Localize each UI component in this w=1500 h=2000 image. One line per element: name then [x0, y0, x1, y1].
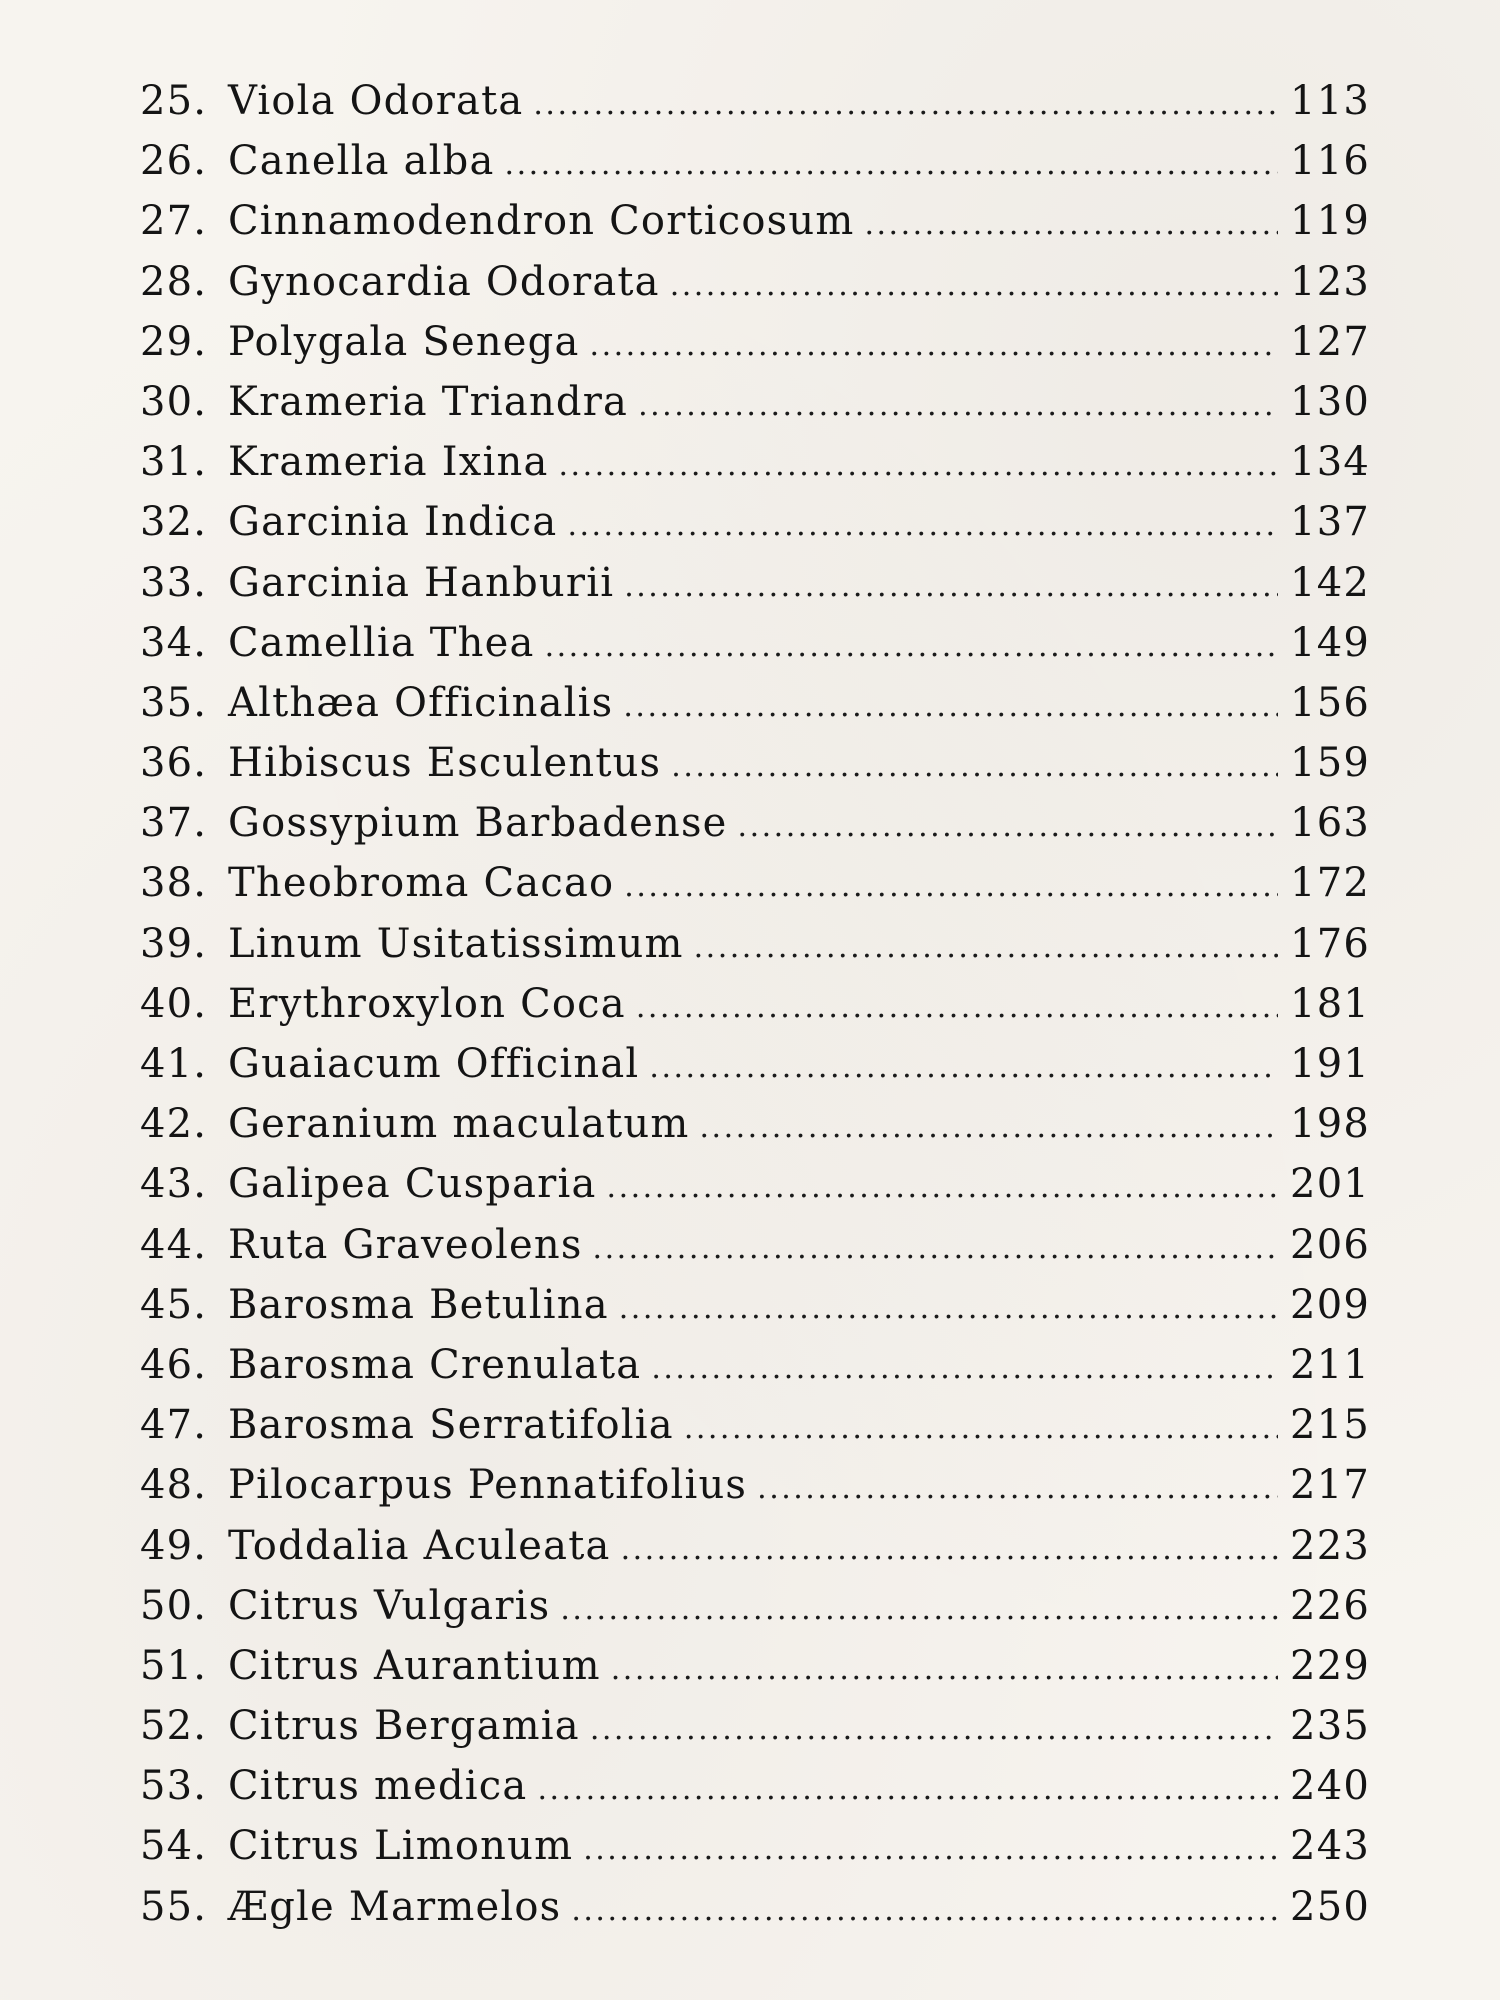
dot-leader: [651, 1351, 1278, 1386]
toc-entry: [140, 1101, 1370, 1161]
entry-title: Erythroxylon Coca: [228, 980, 626, 1027]
entry-title: Citrus Limonum: [228, 1823, 574, 1870]
dot-leader: [619, 1291, 1278, 1326]
entry-page-number: 217: [1290, 1462, 1370, 1509]
toc-entry: [140, 1823, 1370, 1883]
entry-number: 44.: [140, 1221, 208, 1268]
toc-entry: [140, 78, 1370, 138]
toc-entry: [140, 1523, 1370, 1583]
toc-entry: [140, 680, 1370, 740]
entry-page-number: 130: [1290, 378, 1370, 425]
dot-leader: [636, 990, 1278, 1025]
entry-number: 45.: [140, 1281, 208, 1328]
toc-entry: [140, 499, 1370, 559]
toc-entry: [140, 860, 1370, 920]
toc-entry: [140, 319, 1370, 379]
entry-page-number: 191: [1290, 1041, 1370, 1087]
entry-page-number: 134: [1290, 439, 1370, 486]
toc-entry: [140, 1342, 1370, 1402]
entry-page-number: 223: [1290, 1522, 1370, 1569]
entry-page-number: 159: [1290, 740, 1370, 787]
entry-number: 31.: [140, 439, 208, 486]
dot-leader: [624, 869, 1278, 904]
toc-entry: [140, 138, 1370, 198]
entry-number: 43.: [140, 1161, 208, 1208]
entry-title: Citrus Bergamia: [228, 1703, 580, 1750]
entry-page-number: 243: [1290, 1823, 1370, 1870]
dot-leader: [671, 749, 1278, 784]
entry-page-number: 172: [1290, 860, 1370, 907]
toc-entry: [140, 981, 1370, 1041]
dot-leader: [611, 1652, 1278, 1687]
entry-title: Althæa Officinalis: [228, 679, 614, 726]
entry-title: Gossypium Barbadense: [228, 800, 728, 847]
entry-title: Ruta Graveolens: [228, 1221, 583, 1268]
entry-page-number: 250: [1290, 1883, 1370, 1930]
entry-title: Camellia Thea: [228, 619, 535, 666]
dot-leader: [590, 328, 1278, 363]
dot-leader: [559, 448, 1279, 483]
toc-entry: [140, 1041, 1370, 1101]
dot-leader: [583, 1832, 1278, 1867]
entry-number: 29.: [140, 318, 208, 365]
toc-entry: [140, 560, 1370, 620]
entry-page-number: 211: [1290, 1341, 1370, 1388]
entry-title: Garcinia Indica: [228, 499, 558, 546]
dot-leader: [533, 87, 1278, 122]
entry-page-number: 181: [1290, 980, 1370, 1027]
entry-page-number: 149: [1290, 619, 1370, 666]
entry-page-number: 116: [1290, 138, 1370, 185]
entry-title: Theobroma Cacao: [228, 860, 615, 907]
entry-title: Garcinia Hanburii: [228, 559, 615, 606]
dot-leader: [757, 1471, 1278, 1506]
entry-title: Geranium maculatum: [228, 1101, 690, 1148]
entry-number: 53.: [140, 1763, 208, 1810]
entry-title: Citrus Aurantium: [228, 1642, 601, 1689]
entry-title: Polygala Senega: [228, 318, 580, 365]
dot-leader: [649, 1050, 1278, 1085]
toc-entry: [140, 1884, 1370, 1944]
dot-leader: [607, 1170, 1278, 1205]
entry-page-number: 137: [1290, 499, 1370, 546]
dot-leader: [537, 1772, 1278, 1807]
dot-leader: [864, 207, 1278, 242]
dot-leader: [593, 1231, 1278, 1266]
entry-page-number: 201: [1290, 1161, 1370, 1208]
dot-leader: [624, 569, 1278, 604]
entry-number: 35.: [140, 679, 208, 726]
entry-title: Citrus Vulgaris: [228, 1582, 551, 1629]
dot-leader: [545, 629, 1278, 664]
toc-entry: [140, 800, 1370, 860]
entry-number: 46.: [140, 1341, 208, 1388]
toc-entry: [140, 1402, 1370, 1462]
entry-title: Gynocardia Odorata: [228, 258, 660, 305]
dot-leader: [571, 1893, 1278, 1928]
dot-leader: [623, 689, 1278, 724]
entry-number: 26.: [140, 138, 208, 185]
toc-entry: [140, 1462, 1370, 1522]
entry-number: 39.: [140, 920, 208, 967]
entry-page-number: 235: [1290, 1703, 1370, 1750]
entry-page-number: 113: [1290, 78, 1370, 124]
entry-title: Guaiacum Officinal: [228, 1041, 640, 1087]
toc-entry: [140, 1763, 1370, 1823]
entry-number: 42.: [140, 1101, 208, 1148]
dot-leader: [638, 388, 1278, 423]
entry-number: 40.: [140, 980, 208, 1027]
entry-title: Canella alba: [228, 138, 495, 185]
dot-leader: [590, 1712, 1278, 1747]
entry-title: Barosma Crenulata: [228, 1341, 642, 1388]
entry-number: 27.: [140, 198, 208, 245]
entry-page-number: 176: [1290, 920, 1370, 967]
entry-number: 49.: [140, 1522, 208, 1569]
entry-page-number: 206: [1290, 1221, 1370, 1268]
toc-entry: [140, 1643, 1370, 1703]
toc-entry: [140, 921, 1370, 981]
toc-entry: [140, 1583, 1370, 1643]
entry-number: 48.: [140, 1462, 208, 1509]
entry-page-number: 127: [1290, 318, 1370, 365]
entry-page-number: 119: [1290, 198, 1370, 245]
dot-leader: [700, 1110, 1278, 1145]
entry-number: 52.: [140, 1703, 208, 1750]
entry-title: Barosma Betulina: [228, 1281, 609, 1328]
entry-number: 38.: [140, 860, 208, 907]
dot-leader: [505, 147, 1278, 182]
entry-title: Pilocarpus Pennatifolius: [228, 1462, 748, 1509]
entry-title: Toddalia Aculeata: [228, 1522, 611, 1569]
entry-number: 37.: [140, 800, 208, 847]
entry-page-number: 209: [1290, 1281, 1370, 1328]
entry-number: 30.: [140, 378, 208, 425]
entry-number: 50.: [140, 1582, 208, 1629]
entry-number: 55.: [140, 1883, 208, 1930]
toc-entry: [140, 1703, 1370, 1763]
entry-number: 33.: [140, 559, 208, 606]
entry-title: Krameria Triandra: [228, 378, 629, 425]
toc-entry: [140, 379, 1370, 439]
dot-leader: [621, 1532, 1278, 1567]
entry-number: 25.: [140, 78, 208, 124]
entry-number: 41.: [140, 1041, 208, 1087]
entry-number: 47.: [140, 1402, 208, 1449]
entry-title: Hibiscus Esculentus: [228, 740, 662, 787]
entry-page-number: 123: [1290, 258, 1370, 305]
dot-leader: [567, 508, 1278, 543]
entry-number: 34.: [140, 619, 208, 666]
entry-title: Galipea Cusparia: [228, 1161, 597, 1208]
dot-leader: [694, 930, 1278, 965]
entry-page-number: 240: [1290, 1763, 1370, 1810]
table-of-contents: [140, 78, 1370, 1944]
entry-page-number: 198: [1290, 1101, 1370, 1148]
toc-entry: [140, 1282, 1370, 1342]
dot-leader: [684, 1411, 1278, 1446]
entry-page-number: 156: [1290, 679, 1370, 726]
toc-entry: [140, 259, 1370, 319]
entry-page-number: 229: [1290, 1642, 1370, 1689]
entry-number: 32.: [140, 499, 208, 546]
toc-entry: [140, 198, 1370, 258]
dot-leader: [738, 809, 1278, 844]
entry-page-number: 163: [1290, 800, 1370, 847]
entry-number: 51.: [140, 1642, 208, 1689]
toc-entry: [140, 620, 1370, 680]
toc-entry: [140, 1161, 1370, 1221]
dot-leader: [670, 268, 1278, 303]
entry-page-number: 142: [1290, 559, 1370, 606]
entry-page-number: 226: [1290, 1582, 1370, 1629]
dot-leader: [560, 1592, 1278, 1627]
toc-entry: [140, 1222, 1370, 1282]
entry-title: Ægle Marmelos: [228, 1883, 562, 1930]
entry-title: Linum Usitatissimum: [228, 920, 684, 967]
entry-title: Cinnamodendron Corticosum: [228, 198, 855, 245]
entry-title: Barosma Serratifolia: [228, 1402, 674, 1449]
entry-page-number: 215: [1290, 1402, 1370, 1449]
toc-entry: [140, 740, 1370, 800]
entry-number: 28.: [140, 258, 208, 305]
entry-title: Krameria Ixina: [228, 439, 549, 486]
entry-number: 54.: [140, 1823, 208, 1870]
entry-title: Viola Odorata: [228, 78, 524, 124]
toc-entry: [140, 439, 1370, 499]
entry-title: Citrus medica: [228, 1763, 528, 1810]
entry-number: 36.: [140, 740, 208, 787]
